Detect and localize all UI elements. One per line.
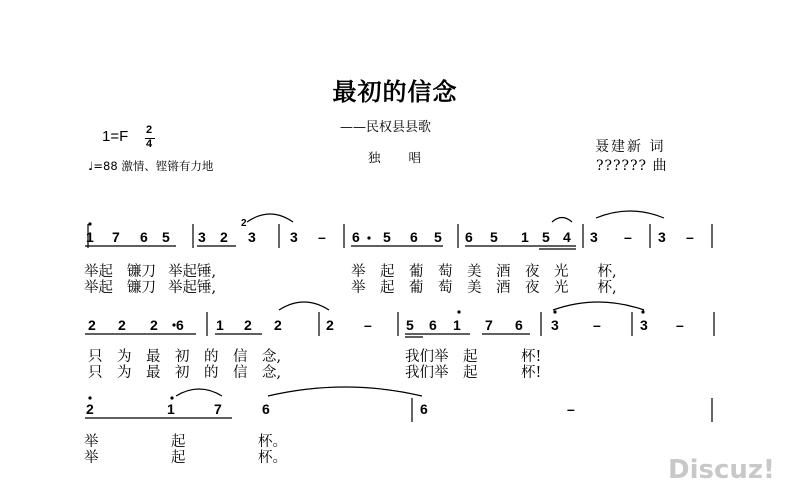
performance-type: 独 唱 (368, 150, 433, 165)
lyricist-credit: 聂建新 词 (595, 139, 666, 155)
note: 3 (198, 229, 206, 245)
note: 6 (410, 229, 418, 245)
tie (279, 302, 329, 310)
note: 1 (86, 229, 94, 245)
tie (176, 389, 222, 396)
octave-dot (170, 396, 173, 399)
note: 6 (176, 317, 184, 333)
dash-extension: – (567, 401, 575, 417)
lyric: 举起 (84, 280, 113, 296)
tempo-marking: ♩=88 激情、铿锵有力地 (88, 159, 214, 173)
note: 6 (262, 401, 270, 417)
lyric: 举起 (168, 280, 197, 296)
note: 6 (352, 229, 360, 245)
lyric-line-1a-right: 举 起 葡 萄 美 酒 夜 光 杯, (351, 264, 617, 280)
lyric-line-3a: 举 起 杯。 (84, 434, 287, 450)
note: 5 (542, 229, 550, 245)
note: 5 (434, 229, 442, 245)
note: 7 (485, 317, 493, 333)
time-signature-top: 2 (146, 124, 153, 136)
note: 3 (658, 229, 666, 245)
watermark: Discuz! (668, 455, 775, 485)
octave-dot (641, 310, 644, 313)
note: 2 (86, 401, 94, 417)
note: 6 (429, 317, 437, 333)
tie (552, 218, 572, 223)
note: 2 (150, 317, 158, 333)
augmentation-dot (367, 236, 370, 239)
octave-dot (88, 222, 91, 225)
lyric-line-2b: 只 为 最 初 的 信 念, (88, 365, 282, 381)
tie (596, 211, 664, 218)
tie (553, 302, 644, 310)
note: 2 (118, 317, 126, 333)
note: 5 (406, 317, 414, 333)
lyric-line-2a-right: 我们举 起 杯! (405, 349, 542, 365)
song-subtitle: ——民权县县歌 (340, 120, 432, 135)
octave-dot (457, 310, 460, 313)
note: 3 (640, 317, 648, 333)
time-signature-bottom: 4 (146, 138, 153, 150)
note: 4 (563, 229, 571, 245)
note: 1 (521, 229, 529, 245)
note: 6 (515, 317, 523, 333)
note: 3 (590, 229, 598, 245)
lyric-line-3b: 举 起 杯。 (84, 450, 287, 466)
composer-credit: ?????? 曲 (596, 158, 668, 174)
note: 6 (140, 229, 148, 245)
note: 1 (453, 317, 461, 333)
note: 1 (167, 401, 175, 417)
note: 7 (214, 401, 222, 417)
song-title: 最初的信念 (332, 78, 458, 106)
note: 5 (383, 229, 391, 245)
dash-extension: – (318, 229, 326, 245)
note: 6 (465, 229, 473, 245)
key-signature: 1=F (102, 128, 129, 145)
dash-extension: – (593, 317, 601, 333)
notes-group (86, 218, 694, 417)
lyric: 镰刀 (127, 280, 156, 296)
lyric-line-2b-right: 我们举 起 杯! (405, 365, 542, 381)
dash-extension: – (686, 229, 694, 245)
tie (268, 387, 422, 396)
grace-note: 2 (241, 218, 247, 229)
note: 2 (274, 317, 282, 333)
note: 2 (220, 229, 228, 245)
lyric: 锤, (197, 280, 217, 296)
lyric-line-1b (84, 276, 216, 297)
note: 2 (244, 317, 252, 333)
tie (247, 214, 293, 222)
note: 6 (420, 401, 428, 417)
octave-dot (553, 310, 556, 313)
note: 2 (326, 317, 334, 333)
lyric: 锤, (197, 264, 217, 280)
lyric: 举起 (84, 264, 113, 280)
note: 5 (490, 229, 498, 245)
octave-dot (88, 396, 91, 399)
lyric: 举起 (168, 264, 197, 280)
note: 1 (216, 317, 224, 333)
dash-extension: – (676, 317, 684, 333)
note: 7 (112, 229, 120, 245)
note: 3 (248, 229, 256, 245)
dash-extension: – (624, 229, 632, 245)
dash-extension: – (364, 317, 372, 333)
lyric-line-1b-right: 举 起 葡 萄 美 酒 夜 光 杯, (351, 280, 617, 296)
note: 5 (162, 229, 170, 245)
lyric-line-2a: 只 为 最 初 的 信 念, (88, 349, 282, 365)
note: 2 (88, 317, 96, 333)
lyric: 镰刀 (127, 264, 156, 280)
note: 3 (290, 229, 298, 245)
note: 3 (551, 317, 559, 333)
